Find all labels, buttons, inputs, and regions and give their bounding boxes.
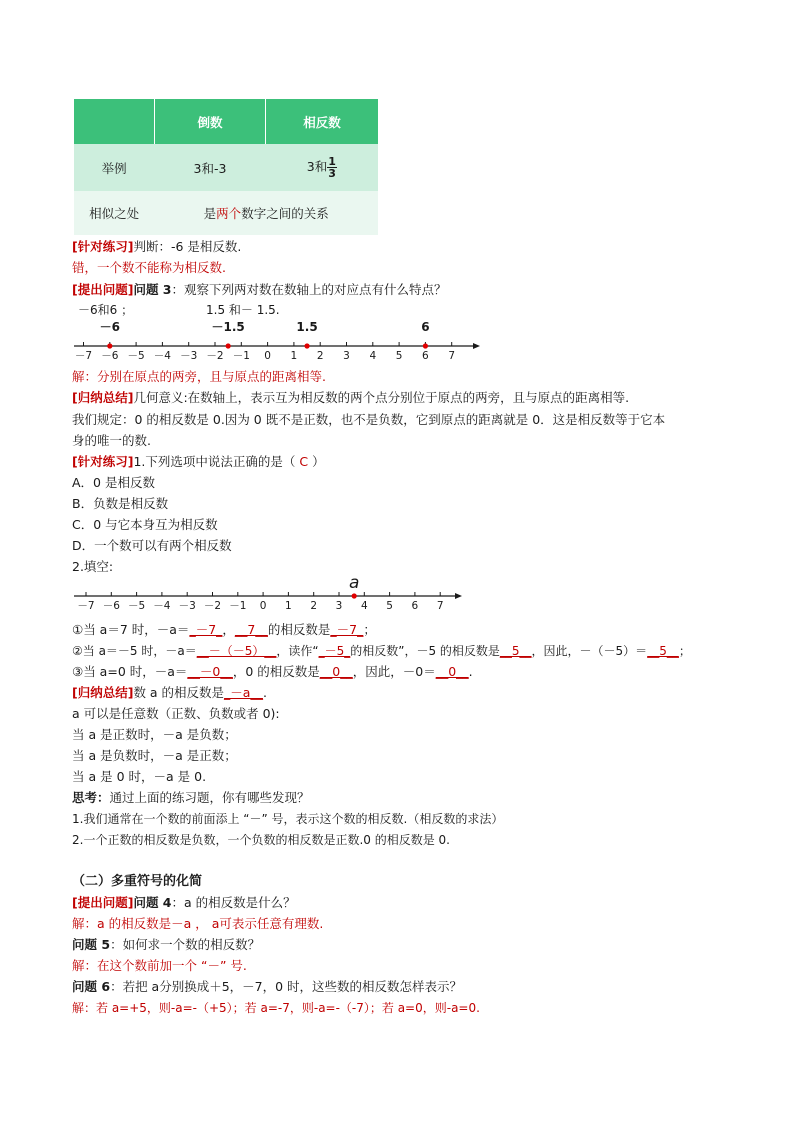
example-pair: －6和6 ；	[78, 303, 134, 317]
point-marker	[107, 343, 112, 348]
tag: [提出问题]	[72, 895, 134, 910]
question-label: 问题 6	[72, 979, 111, 994]
point-label: －6	[99, 320, 120, 334]
tick-label: 7	[436, 600, 444, 612]
tick-label: 3	[335, 600, 343, 612]
text: 判断：-6 是相反数.	[133, 239, 242, 254]
text: ，	[222, 622, 235, 637]
option-c: C．0 与它本身互为相反数	[72, 517, 218, 532]
table-cell	[154, 191, 378, 235]
tag: [针对练习]	[72, 454, 134, 469]
paragraph: 2.一个正数的相反数是负数，一个负数的相反数是正数.0 的相反数是 0.	[72, 833, 450, 847]
text: ：观察下列两对数在数轴上的对应点有什么特点？	[171, 282, 447, 297]
tick-label: －7	[77, 600, 95, 612]
paragraph	[72, 683, 267, 703]
table-cell: 3和-3	[154, 144, 265, 191]
section-heading: （二）多重符号的化简	[72, 874, 203, 889]
tick-label: 1	[290, 350, 298, 362]
text: 数 a 的相反数是	[133, 685, 225, 700]
text: 的相反数是	[267, 622, 331, 637]
highlight-text: 两个	[216, 206, 242, 221]
paragraph: 1.我们通常在一个数的前面添上 “－” 号，表示这个数的相反数.（相反数的求法）	[72, 812, 504, 826]
paragraph	[72, 452, 325, 472]
paragraph	[72, 788, 310, 808]
table-header-opposite: 相反数	[266, 99, 378, 144]
tick-label: 6	[422, 350, 429, 362]
fill-blank-1	[72, 620, 376, 640]
tag: [提出问题]	[72, 282, 134, 297]
tag: [归纳总结]	[72, 685, 134, 700]
text: 1.下列选项中说法正确的是（	[133, 454, 296, 469]
tick-label: －4	[153, 600, 171, 612]
paragraph	[72, 280, 447, 300]
fraction-numerator: 1	[328, 155, 336, 168]
text: ②当 a＝－5 时，－a＝	[72, 644, 197, 658]
blank-answer: __－（－5）__	[196, 644, 277, 658]
fill-blank-2	[72, 641, 691, 661]
tick-label: 6	[411, 600, 419, 612]
tick-label: －5	[128, 600, 146, 612]
text: ：a 的相反数是什么？	[171, 895, 296, 910]
text: ：若把 a分别换成＋5，－7，0 时，这些数的相反数怎样表示？	[110, 979, 463, 994]
tick-label: 5	[386, 600, 393, 612]
tick-label: －2	[203, 600, 222, 612]
paragraph: 我们规定：0 的相反数是 0.因为 0 既不是正数，也不是负数，它到原点的距离就是 0．这是相反数等于它本	[72, 412, 666, 427]
comparison-table	[74, 99, 378, 235]
question-label: 问题 3	[133, 282, 172, 297]
tag: [针对练习]	[72, 239, 134, 254]
tick-label: 5	[395, 350, 403, 362]
tick-label: －1	[232, 350, 250, 362]
tick-label: －3	[178, 600, 196, 612]
point-marker	[352, 593, 357, 598]
point-label: 1.5	[296, 320, 318, 334]
paragraph	[72, 935, 260, 955]
fraction-denominator: 3	[328, 167, 336, 180]
blank-answer: __－0__	[187, 664, 233, 679]
blank-answer: __7__	[234, 622, 268, 637]
answer: 解：若 a=+5，则-a=-（+5）；若 a=-7，则-a=-（-7）；若 a=0，则-a=0.	[72, 1001, 480, 1015]
point-marker	[304, 343, 309, 348]
blank-answer: __0__	[435, 664, 469, 679]
blank-answer: __5__	[499, 644, 532, 658]
tick-label: 0	[259, 600, 267, 612]
fraction	[327, 156, 337, 179]
blank-answer: _－7_	[330, 622, 364, 637]
table-header-reciprocal: 倒数	[154, 99, 265, 144]
tick-label: 1	[285, 600, 292, 612]
tick-label: －6	[102, 600, 120, 612]
tick-label: －1	[229, 600, 247, 612]
option-d: D．一个数可以有两个相反数	[72, 538, 232, 553]
text: .	[262, 685, 267, 700]
paragraph	[72, 893, 296, 913]
text: ；	[363, 622, 376, 637]
option-b: B．负数是相反数	[72, 496, 169, 511]
text: 通过上面的练习题，你有哪些发现？	[109, 790, 310, 805]
table-row-label: 举例	[74, 144, 154, 191]
number-line-1	[70, 316, 490, 366]
tick-label: 4	[369, 350, 377, 362]
tick-label: －7	[74, 350, 93, 362]
answer: 解：在这个数前加一个 “－” 号.	[72, 958, 247, 973]
tick-label: －2	[206, 350, 224, 362]
point-marker	[226, 343, 231, 348]
blank-answer: _－7_	[189, 622, 223, 637]
point-label: －1.5	[211, 320, 245, 334]
tick-label: －6	[101, 350, 119, 362]
tick-label: 0	[264, 350, 271, 362]
tag: [归纳总结]	[72, 390, 134, 405]
answer: 解：a 的相反数是－a ， a可表示任意有理数.	[72, 916, 324, 931]
option-a: A．0 是相反数	[72, 475, 155, 490]
table-cell	[266, 144, 378, 191]
text: 是	[203, 206, 217, 221]
text: ①当 a＝7 时，－a＝	[72, 622, 190, 637]
point-label: 6	[421, 320, 430, 334]
blank-answer: __5__	[647, 644, 679, 658]
paragraph: 当 a 是正数时，－a 是负数；	[72, 727, 237, 742]
tick-label: 2	[310, 600, 318, 612]
text: 的相反数”，－5 的相反数是	[350, 644, 500, 658]
number-line-2	[70, 571, 470, 619]
table-header-empty	[74, 99, 154, 144]
text: ，因此，－0＝	[352, 664, 436, 679]
text: 几何意义:在数轴上，表示互为相反数的两个点分别位于原点的两旁，且与原点的距离相等.	[133, 390, 630, 405]
blank-answer: _－5_	[318, 644, 351, 658]
example-pair: 1.5 和－ 1.5.	[206, 303, 280, 317]
tick-label: 2	[316, 350, 324, 362]
text: ：如何求一个数的相反数？	[110, 937, 261, 952]
tick-label: 7	[448, 350, 456, 362]
paragraph	[72, 237, 241, 257]
text: ，因此，－（－5）＝	[531, 644, 648, 658]
answer: 解：分别在原点的两旁，且与原点的距离相等.	[72, 369, 326, 384]
paragraph: 当 a 是 0 时，－a 是 0.	[72, 769, 207, 784]
text: ③当 a=0 时，－a＝	[72, 664, 188, 679]
text: .	[468, 664, 473, 679]
paragraph	[72, 977, 462, 997]
blank-answer: _－a__	[224, 685, 263, 700]
paragraph	[72, 388, 629, 408]
question-label: 问题 5	[72, 937, 111, 952]
point-marker	[423, 343, 428, 348]
question-label: 问题 4	[133, 895, 172, 910]
paragraph: 2.填空:	[72, 559, 114, 574]
paragraph: 当 a 是负数时，－a 是正数；	[72, 748, 237, 763]
tick-label: －4	[153, 350, 171, 362]
blank-answer: __0__	[319, 664, 353, 679]
tick-label: 3	[343, 350, 350, 362]
think-label: 思考：	[72, 790, 110, 805]
paragraph: 身的唯一的数.	[72, 433, 151, 448]
table-row-label: 相似之处	[74, 191, 154, 235]
text: ，读作“	[276, 644, 319, 658]
variable-label: a	[348, 573, 360, 593]
fraction-prefix: 3和	[306, 159, 328, 174]
text: ，0 的相反数是	[232, 664, 320, 679]
tick-label: 4	[360, 600, 368, 612]
answer: 错，一个数不能称为相反数.	[72, 260, 226, 275]
text: 数字之间的关系	[241, 206, 329, 221]
fill-blank-3	[72, 662, 473, 682]
tick-label: －5	[127, 350, 145, 362]
tick-label: －3	[180, 350, 198, 362]
answer-choice: C	[299, 454, 309, 469]
text: ）	[312, 454, 325, 469]
paragraph: a 可以是任意数（正数、负数或者 0):	[72, 706, 280, 721]
text: ；	[678, 644, 691, 658]
